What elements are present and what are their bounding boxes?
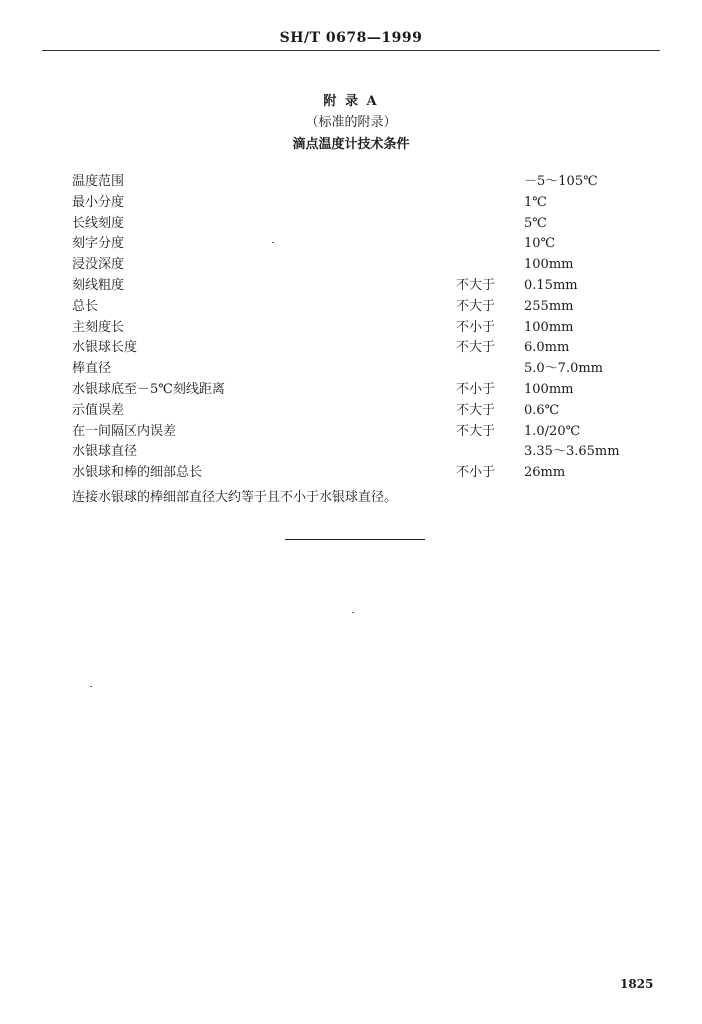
spec-value: 26mm xyxy=(524,465,566,481)
spec-row xyxy=(72,359,632,380)
appendix-heading: 滴点温度计技术条件 xyxy=(292,137,410,152)
spec-label: 刻线粗度 xyxy=(72,277,125,293)
header-rule xyxy=(42,50,660,51)
spec-condition: 不大于 xyxy=(456,298,496,314)
spec-row xyxy=(72,338,632,359)
spec-label: 水银球长度 xyxy=(72,340,138,356)
spec-label: 在一间隔区内误差 xyxy=(72,423,177,439)
spec-row xyxy=(72,276,632,297)
spec-value: 0.15mm xyxy=(524,277,578,293)
spec-value: 10℃ xyxy=(524,236,556,252)
spec-row xyxy=(72,422,632,443)
spec-value: 5.0～7.0mm xyxy=(524,361,604,377)
spec-condition: 不大于 xyxy=(456,423,496,439)
spec-row xyxy=(72,318,632,339)
spec-row xyxy=(72,401,632,422)
spec-label: 主刻度长 xyxy=(72,319,125,335)
spec-condition: 不大于 xyxy=(456,340,496,356)
spec-value: －5～105℃ xyxy=(524,174,598,189)
spec-value: 255mm xyxy=(524,298,574,314)
spec-condition: 不大于 xyxy=(456,277,496,293)
spec-row xyxy=(72,193,632,214)
spec-label: 水银球和棒的细部总长 xyxy=(72,465,203,481)
spec-condition: 不大于 xyxy=(456,402,496,418)
appendix-title: 附 录 A xyxy=(323,94,379,109)
scan-speck xyxy=(90,686,92,687)
spec-condition: 不小于 xyxy=(456,465,496,481)
spec-row xyxy=(72,463,632,484)
spec-label: 示值误差 xyxy=(72,402,125,418)
spec-value: 6.0mm xyxy=(524,340,570,356)
spec-table xyxy=(72,172,632,484)
spec-value: 100mm xyxy=(524,381,574,397)
spec-label: 长线刻度 xyxy=(72,215,125,231)
spec-label: 最小分度 xyxy=(72,194,125,210)
end-rule xyxy=(285,539,425,540)
scan-speck xyxy=(352,612,354,613)
spec-label: 温度范围 xyxy=(72,174,125,189)
spec-row xyxy=(72,297,632,318)
spec-label: 刻字分度 xyxy=(72,236,125,252)
spec-row xyxy=(72,214,632,235)
spec-label: 水银球底至－5℃刻线距离 xyxy=(72,381,225,397)
standard-code: SH/T 0678—1999 xyxy=(279,30,423,46)
spec-label: 棒直径 xyxy=(72,361,112,377)
spec-value: 5℃ xyxy=(524,215,547,231)
spec-row xyxy=(72,234,632,255)
spec-row xyxy=(72,172,632,193)
spec-row xyxy=(72,442,632,463)
spec-condition: 不小于 xyxy=(456,319,496,335)
spec-value: 100mm xyxy=(524,319,574,335)
spec-row xyxy=(72,380,632,401)
spec-value: 0.6℃ xyxy=(524,402,560,418)
page-number: 1825 xyxy=(620,977,654,991)
spec-label: 水银球直径 xyxy=(72,444,138,460)
spec-note: 连接水银球的棒细部直径大约等于且不小于水银球直径。 xyxy=(72,490,398,505)
spec-value: 3.35～3.65mm xyxy=(524,444,620,460)
appendix-subtitle: （标准的附录） xyxy=(305,115,397,130)
spec-condition: 不小于 xyxy=(456,381,496,397)
spec-value: 100mm xyxy=(524,257,574,273)
spec-value: 1.0/20℃ xyxy=(524,423,581,439)
spec-row xyxy=(72,255,632,276)
spec-label: 总长 xyxy=(72,298,99,314)
scan-speck xyxy=(272,242,274,243)
spec-label: 浸没深度 xyxy=(72,257,125,273)
spec-value: 1℃ xyxy=(524,194,547,210)
